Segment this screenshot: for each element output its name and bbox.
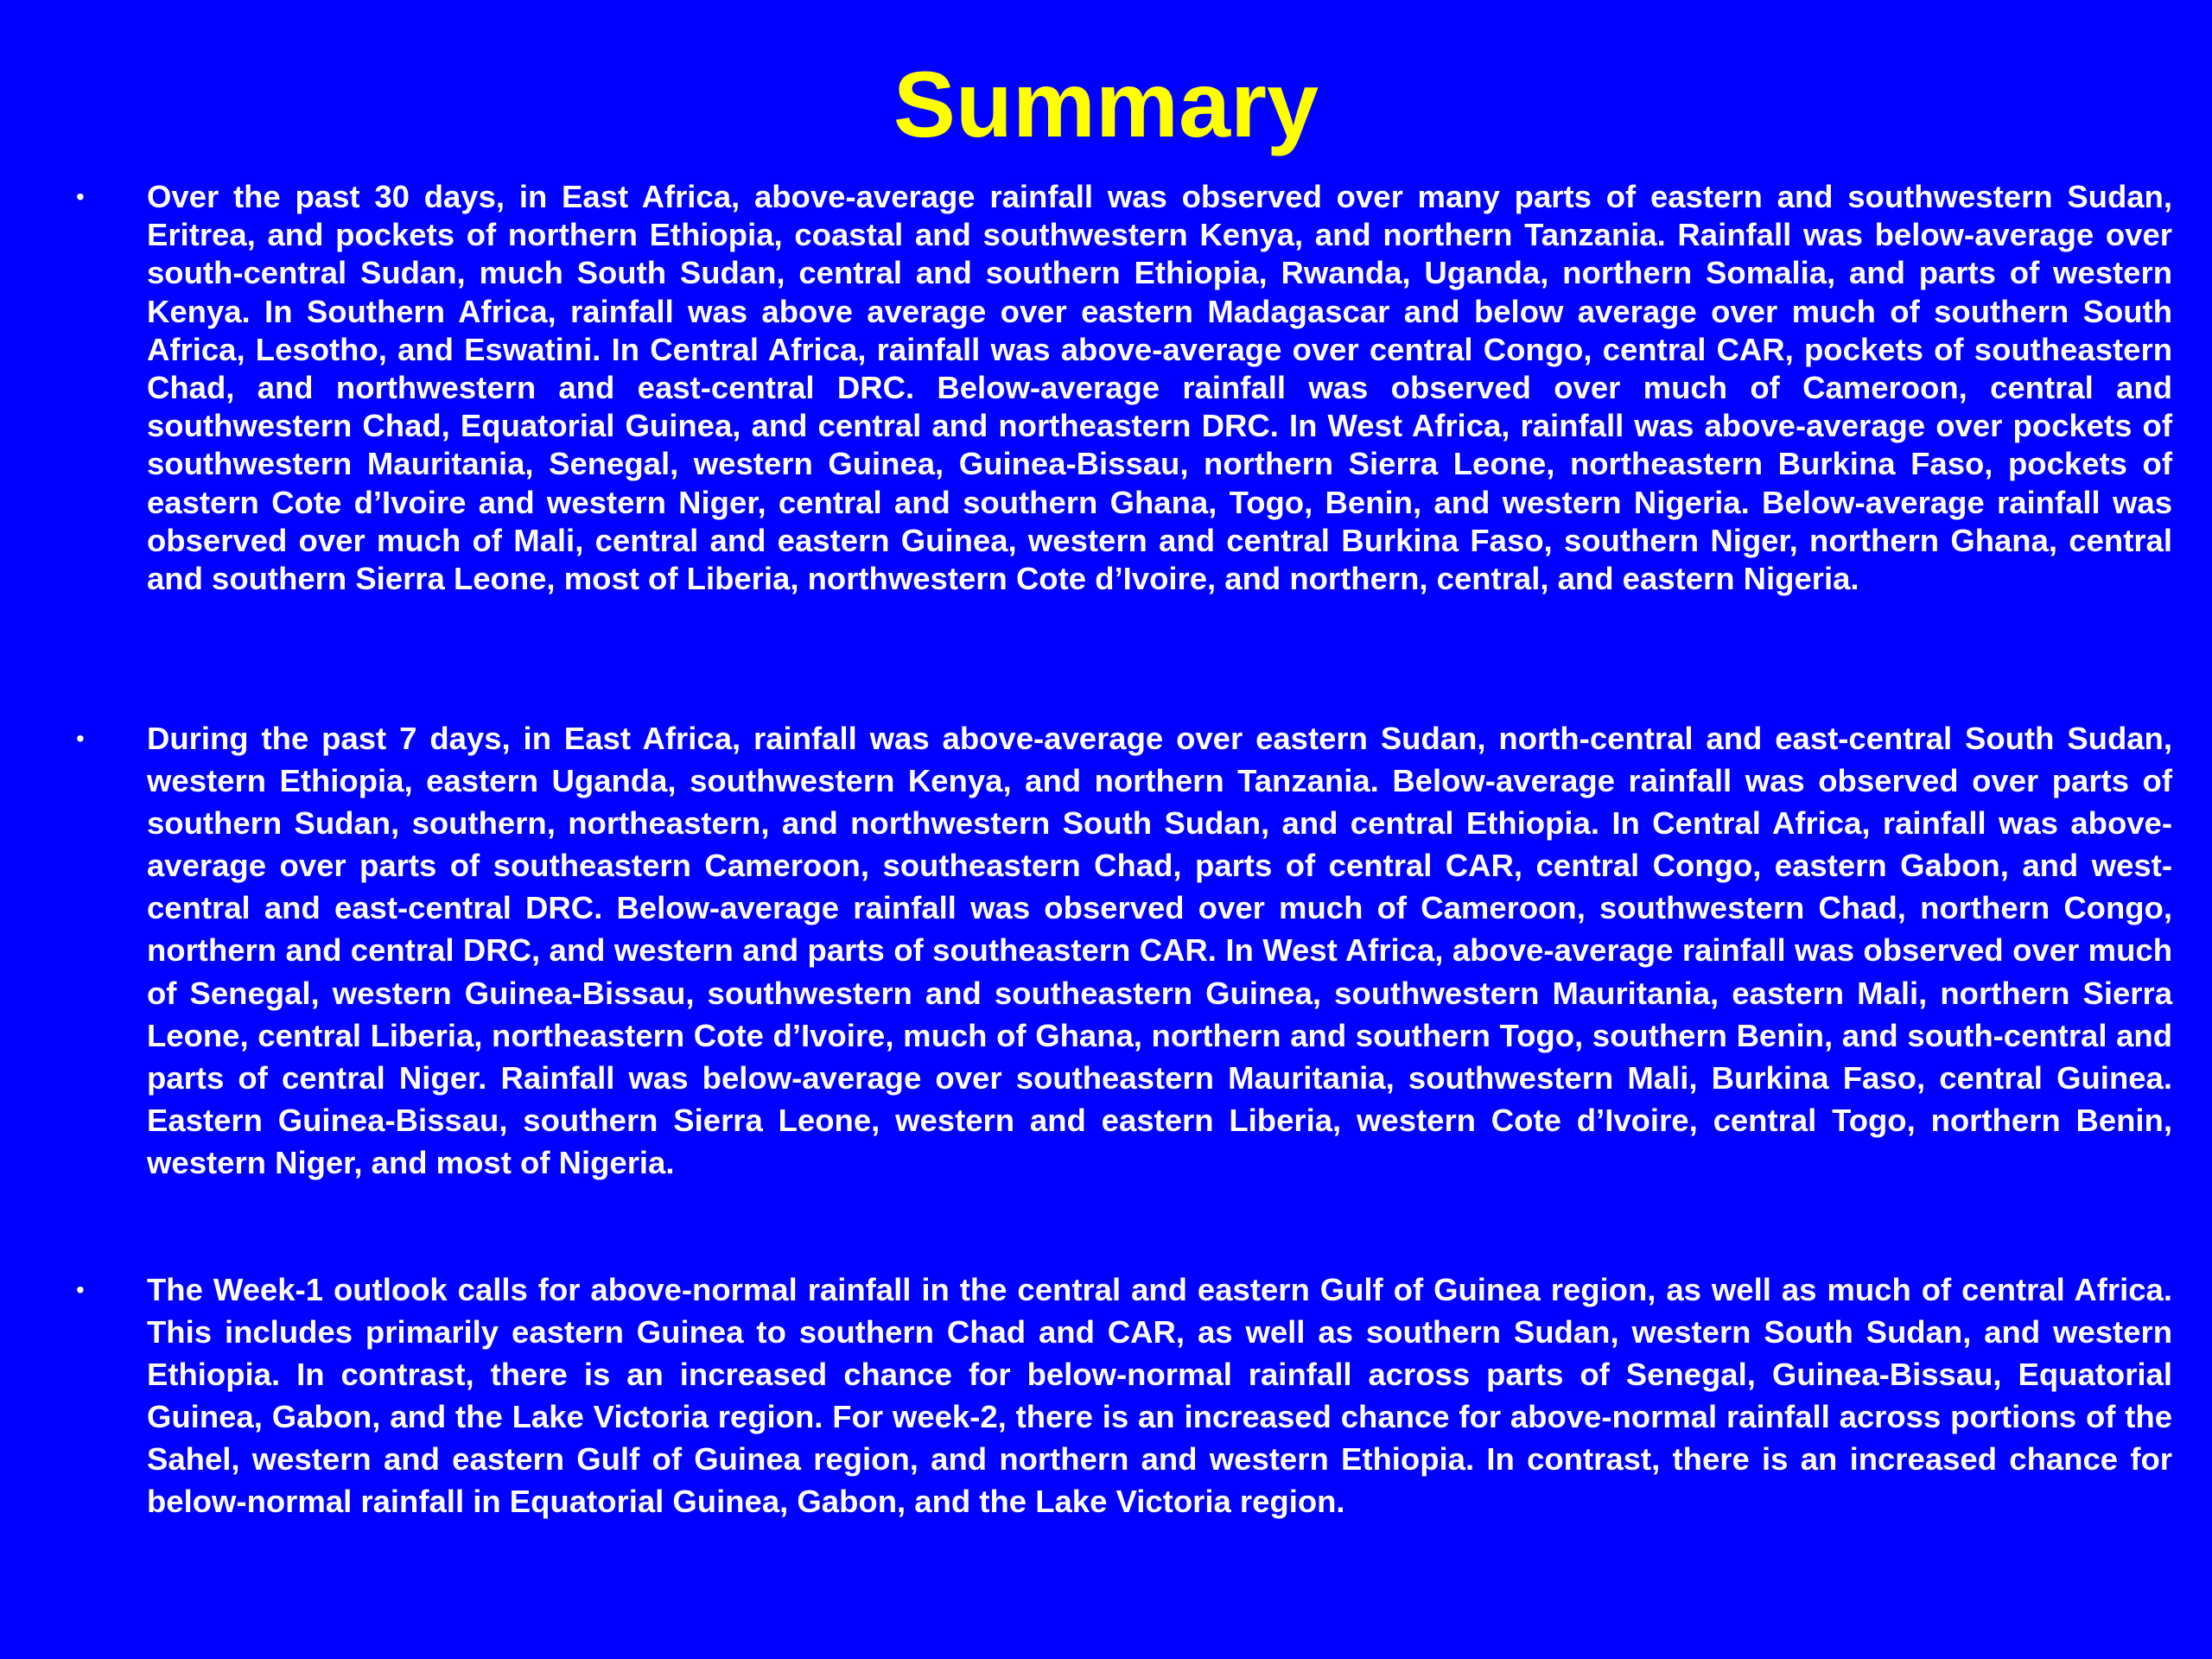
bullet-marker-icon: • (76, 183, 85, 210)
bullet-marker-icon: • (76, 725, 85, 752)
bullet-marker-icon: • (76, 1276, 85, 1303)
page-title: Summary (893, 52, 1319, 156)
bullet-text-7-day: During the past 7 days, in East Africa, rainfall was above-average over eastern Sudan, north-central and east-central South Sudan, western Ethiopia, eastern Uganda, southwestern Kenya, and northern Tanzania. Below-average rainfall was observed over parts of southern Sudan, southern, northeastern, and northwestern South Sudan, and central Ethiopia. In Central Africa, rainfall was above-average over parts of southeastern Cameroon, southeastern Chad, parts of central CAR, central Congo, eastern Gabon, and west-central and east-central DRC. Below-average rainfall was observed over much of Cameroon, southwestern Chad, northern Congo, northern and central DRC, and western and parts of southeastern CAR. In West Africa, above-average rainfall was observed over much of Senegal, western Guinea-Bissau, southwestern and southeastern Guinea, southwestern Mauritania, eastern Mali, northern Sierra Leone, central Liberia, northeastern Cote d’Ivoire, much of Ghana, northern and southern Togo, southern Benin, and south-central and parts of central Niger. Rainfall was below-average over southeastern Mauritania, southwestern Mali, Burkina Faso, central Guinea. Eastern Guinea-Bissau, southern Sierra Leone, western and eastern Liberia, western Cote d’Ivoire, central Togo, northern Benin, western Niger, and most of Nigeria. (147, 721, 2172, 1180)
bullet-text-outlook: The Week-1 outlook calls for above-normal rainfall in the central and eastern Gulf of Guinea region, as well as much of central Africa. This includes primarily eastern Guinea to southern Chad and CAR, as well as southern Sudan, western South Sudan, and western Ethiopia. In contrast, there is an increased chance for below-normal rainfall across parts of Senegal, Guinea-Bissau, Equatorial Guinea, Gabon, and the Lake Victoria region. For week-2, there is an increased chance for above-normal rainfall across portions of the Sahel, western and eastern Gulf of Guinea region, and northern and western Ethiopia. In contrast, there is an increased chance for below-normal rainfall in Equatorial Guinea, Gabon, and the Lake Victoria region. (147, 1272, 2172, 1520)
bullet-text-30-day: Over the past 30 days, in East Africa, above-average rainfall was observed over many parts of eastern and southwestern Sudan, Eritrea, and pockets of northern Ethiopia, coastal and southwestern Kenya, and northern Tanzania. Rainfall was below-average over south-central Sudan, much South Sudan, central and southern Ethiopia, Rwanda, Uganda, northern Somalia, and parts of western Kenya. In Southern Africa, rainfall was above average over eastern Madagascar and below average over much of southern South Africa, Lesotho, and Eswatini. In Central Africa, rainfall was above-average over central Congo, central CAR, pockets of southeastern Chad, and northwestern and east-central DRC. Below-average rainfall was observed over much of Cameroon, central and southwestern Chad, Equatorial Guinea, and central and northeastern DRC. In West Africa, rainfall was above-average over pockets of southwestern Mauritania, Senegal, western Guinea, Guinea-Bissau, northern Sierra Leone, northeastern Burkina Faso, pockets of eastern Cote d’Ivoire and western Niger, central and southern Ghana, Togo, Benin, and western Nigeria. Below-average rainfall was observed over much of Mali, central and eastern Guinea, western and central Burkina Faso, southern Niger, northern Ghana, central and southern Sierra Leone, most of Liberia, northwestern Cote d’Ivoire, and northern, central, and eastern Nigeria. (147, 179, 2172, 597)
